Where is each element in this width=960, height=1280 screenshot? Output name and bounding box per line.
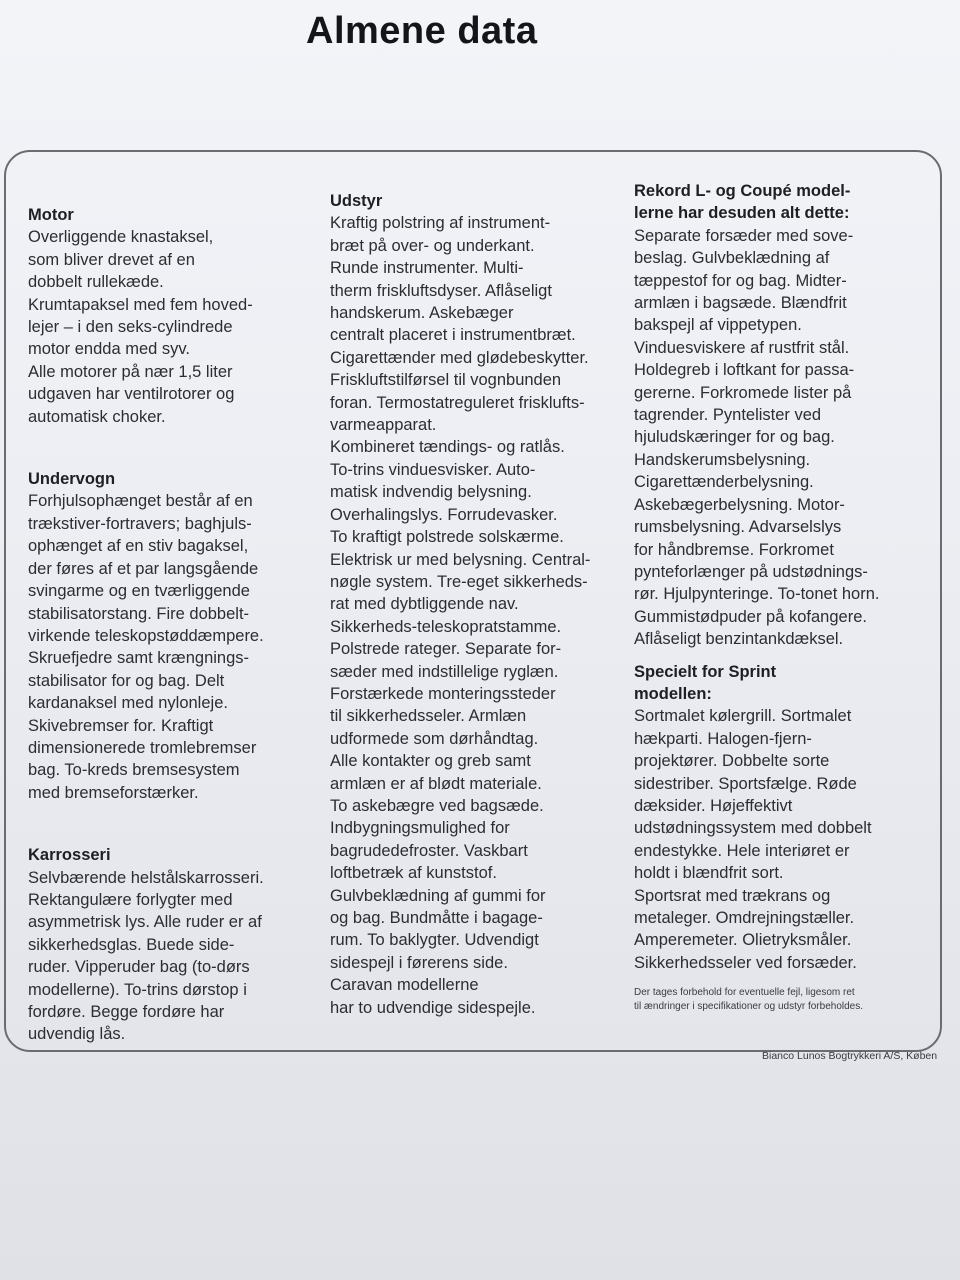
text-line: Friskluftstilførsel til vognbunden: [330, 371, 562, 390]
text-line: therm friskluftsdyser. Aflåseligt: [330, 281, 552, 300]
text-line: tagrender. Pyntelister ved: [634, 406, 822, 425]
text-line: ruder. Vipperuder bag (to-dørs: [28, 958, 250, 977]
text-line: lejer – i den seks-cylindrede: [28, 318, 233, 337]
text-line: stabilisatorstang. Fire dobbelt-: [28, 604, 250, 623]
text-line: Skruefjedre samt krængnings-: [28, 649, 250, 668]
text-line: beslag. Gulvbeklædning af: [634, 249, 830, 268]
text-line: Rektangulære forlygter med: [28, 890, 233, 909]
motor-heading: Motor: [28, 206, 74, 224]
text-line: pynteforlænger på udstødnings-: [634, 562, 868, 581]
text-line: To askebægre ved bagsæde.: [330, 796, 544, 815]
text-line: sæder med indstillelige ryglæn.: [330, 662, 559, 681]
text-line: modellerne). To-trins dørstop i: [28, 980, 247, 999]
text-line: motor endda med syv.: [28, 340, 191, 359]
text-line: armlæn er af blødt materiale.: [330, 774, 542, 793]
text-line: bagrudedefroster. Vaskbart: [330, 841, 528, 860]
column-left: [28, 204, 318, 1046]
text-line: matisk indvendig belysning.: [330, 483, 532, 502]
text-line: Cigarettænderbelysning.: [634, 473, 814, 492]
text-line: Sportsrat med trækrans og: [634, 886, 831, 905]
text-line: trækstiver-fortravers; baghjuls-: [28, 514, 252, 533]
text-line: udgaven har ventilrotorer og: [28, 385, 235, 404]
text-line: Vinduesviskere af rustfrit stål.: [634, 338, 850, 357]
text-line: To-trins vinduesvisker. Auto-: [330, 460, 536, 479]
page-title: Almene data: [306, 10, 538, 52]
text-line: udformede som dørhåndtag.: [330, 729, 539, 748]
text-line: nøgle system. Tre-eget sikkerheds-: [330, 572, 588, 591]
text-line: ophænget af en stiv bagaksel,: [28, 537, 249, 556]
text-line: Kraftig polstring af instrument-: [330, 214, 551, 233]
text-line: To kraftigt polstrede solskærme.: [330, 528, 564, 547]
text-line: rør. Hjulpynteringe. To-tonet horn.: [634, 585, 880, 604]
text-line: bakspejl af vippetypen.: [634, 316, 802, 335]
text-line: Amperemeter. Olietryksmåler.: [634, 931, 852, 950]
karrosseri-heading: Karrosseri: [28, 846, 111, 865]
text-line: bag. To-kreds bremsesystem: [28, 761, 240, 780]
text-line: Handskerumsbelysning.: [634, 450, 811, 469]
text-line: til sikkerhedsseler. Armlæn: [330, 707, 527, 726]
text-line: holdt i blændfrit sort.: [634, 864, 784, 883]
text-line: Specielt for Sprint: [634, 662, 777, 681]
text-line: der føres af et par langsgående: [28, 559, 259, 578]
text-line: sidestriber. Sportsfælge. Røde: [634, 774, 857, 793]
text-line: Holdegreb i loftkant for passa-: [634, 361, 855, 380]
undervogn-heading: Undervogn: [28, 470, 116, 489]
text-line: Cigarettænder med glødebeskytter.: [330, 348, 589, 367]
text-line: automatisk choker.: [28, 407, 166, 426]
text-line: tæppestof for og bag. Midter-: [634, 271, 847, 290]
text-line: handskerum. Askebæger: [330, 304, 514, 323]
text-line: til ændringer i specifikationer og udstyr forbeholdes.: [634, 1001, 864, 1013]
text-line: Forstærkede monteringssteder: [330, 684, 556, 703]
text-line: endestykke. Hele interiøret er: [634, 841, 850, 860]
text-line: har to udvendige sidespejle.: [330, 998, 536, 1017]
text-line: lerne har desuden alt dette:: [634, 204, 850, 223]
text-line: Kombineret tændings- og ratlås.: [330, 438, 565, 457]
undervogn-text: [28, 490, 318, 804]
text-line: modellen:: [634, 684, 712, 703]
text-line: for håndbremse. Forkromet: [634, 540, 834, 559]
text-line: Forhjulsophænget består af en: [28, 492, 253, 511]
disclaimer-footnote: [634, 986, 934, 1014]
rekord-text: [634, 225, 934, 651]
text-line: gererne. Forkromede lister på: [634, 383, 852, 402]
text-line: Overhalingslys. Forrudevasker.: [330, 505, 558, 524]
text-line: rum. To baklygter. Udvendigt: [330, 931, 539, 950]
text-line: dæksider. Højeffektivt: [634, 796, 793, 815]
text-line: centralt placeret i instrumentbræt.: [330, 326, 576, 345]
text-line: Skivebremser for. Kraftigt: [28, 716, 214, 735]
text-line: rumsbelysning. Advarselslys: [634, 518, 842, 537]
printer-credit: Bianco Lunos Bogtrykkeri A/S, Køben: [762, 1050, 938, 1062]
text-line: udvendig lås.: [28, 1025, 126, 1044]
text-line: asymmetrisk lys. Alle ruder er af: [28, 913, 262, 932]
text-line: kardanaksel med nylonleje.: [28, 694, 228, 713]
text-line: Separate forsæder med sove-: [634, 226, 854, 245]
text-line: Elektrisk ur med belysning. Central-: [330, 550, 591, 569]
text-line: virkende teleskopstøddæmpere.: [28, 626, 264, 645]
sprint-text: [634, 705, 934, 974]
text-line: udstødningssystem med dobbelt: [634, 819, 872, 838]
text-line: Indbygningsmulighed for: [330, 819, 510, 838]
text-line: Alle motorer på nær 1,5 liter: [28, 362, 233, 381]
text-line: Runde instrumenter. Multi-: [330, 259, 524, 278]
text-line: Askebægerbelysning. Motor-: [634, 495, 845, 514]
udstyr-text: [330, 212, 630, 1019]
text-line: Sortmalet kølergrill. Sortmalet: [634, 707, 852, 726]
text-line: stabilisator for og bag. Delt: [28, 671, 225, 690]
udstyr-heading: Udstyr: [330, 192, 383, 210]
text-line: Aflåseligt benzintankdæksel.: [634, 630, 844, 649]
text-line: metaleger. Omdrejningstæller.: [634, 909, 855, 927]
text-line: bræt på over- og underkant.: [330, 236, 535, 255]
text-line: Krumtapaksel med fem hoved-: [28, 295, 253, 314]
text-line: Selvbærende helstålskarrosseri.: [28, 868, 264, 887]
text-line: fordøre. Begge fordøre har: [28, 1003, 225, 1021]
text-line: Overliggende knastaksel,: [28, 228, 214, 247]
text-line: Alle kontakter og greb samt: [330, 752, 531, 771]
text-line: rat med dybtliggende nav.: [330, 595, 519, 614]
text-line: loftbetræk af kunststof.: [330, 864, 497, 883]
text-line: dobbelt rullekæde.: [28, 273, 164, 292]
text-line: og bag. Bundmåtte i bagage-: [330, 909, 543, 927]
text-line: Gulvbeklædning af gummi for: [330, 886, 546, 905]
text-line: med bremseforstærker.: [28, 783, 199, 802]
text-line: hjuludskæringer for og bag.: [634, 428, 835, 447]
column-middle: [330, 190, 630, 1019]
text-line: Der tages forbehold for eventuelle fejl, ligesom ret: [634, 987, 855, 999]
text-line: Sikkerhedsseler ved forsæder.: [634, 953, 857, 972]
text-line: varmeapparat.: [330, 416, 437, 435]
text-line: sidespejl i førerens side.: [330, 953, 508, 972]
text-line: som bliver drevet af en: [28, 250, 195, 269]
text-line: Polstrede rateger. Separate for-: [330, 640, 562, 659]
text-line: Rekord L- og Coupé model-: [634, 182, 851, 200]
text-line: sikkerhedsglas. Buede side-: [28, 935, 235, 954]
text-line: Sikkerheds-teleskopratstamme.: [330, 617, 562, 636]
text-line: Caravan modellerne: [330, 976, 479, 995]
text-line: foran. Termostatreguleret frisklufts-: [330, 393, 585, 412]
text-line: svingarme og en tværliggende: [28, 582, 250, 601]
sprint-heading: [634, 661, 934, 706]
text-line: hækparti. Halogen-fjern-: [634, 729, 812, 748]
text-line: projektører. Dobbelte sorte: [634, 752, 830, 771]
karrosseri-text: [28, 867, 318, 1046]
text-line: dimensionerede tromlebremser: [28, 738, 257, 757]
motor-text: [28, 226, 318, 428]
column-right: [634, 180, 934, 1014]
text-line: armlæn i bagsæde. Blændfrit: [634, 294, 847, 313]
text-line: Gummistødpuder på kofangere.: [634, 607, 867, 626]
rekord-heading: [634, 180, 934, 225]
